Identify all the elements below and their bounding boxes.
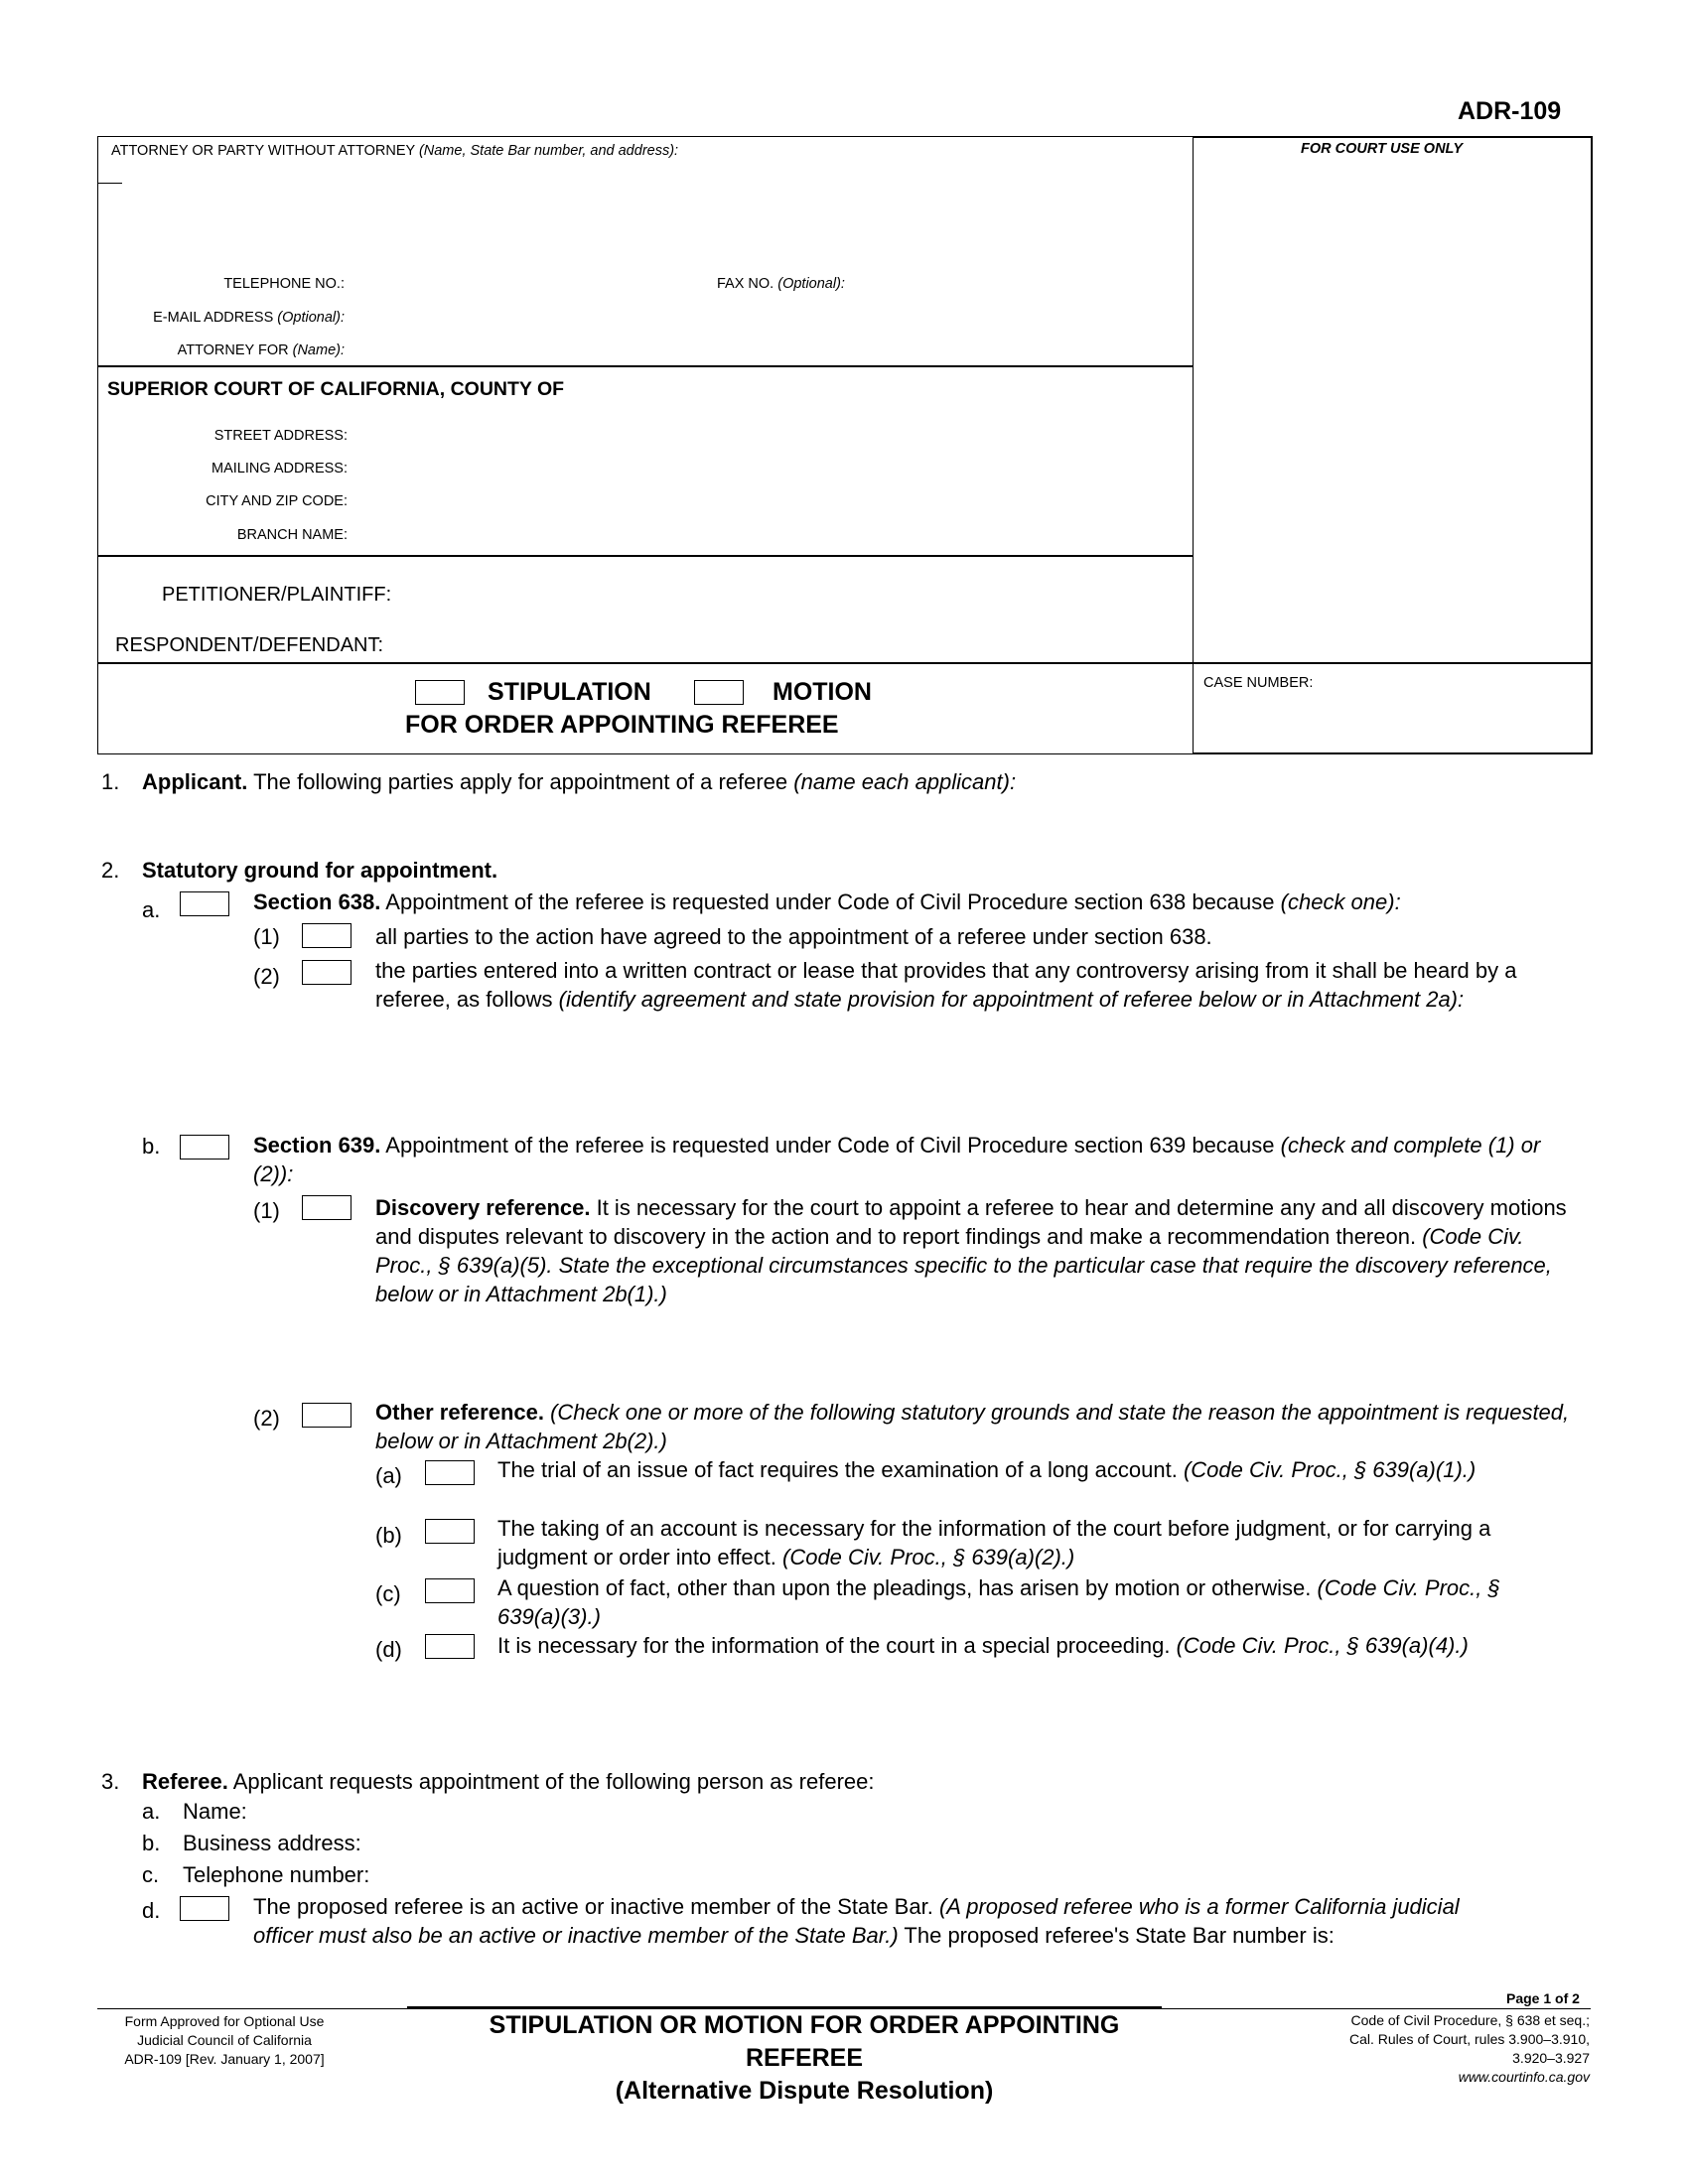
sub-c-letter: (c) [375,1581,401,1606]
branch-name-label: BRANCH NAME: [236,527,348,543]
court-use-top [1193,136,1592,138]
attorney-for-label: ATTORNEY FOR (Name): [177,342,345,358]
item3d-letter: d. [142,1898,161,1923]
sub-d-letter: (d) [375,1637,402,1662]
court-use-bottom [1193,752,1592,754]
item1-text: Applicant. The following parties apply for appointment of a referee (name each applicant): [142,769,1017,794]
referee-name-label: Name: [183,1799,247,1824]
stipulation-checkbox[interactable] [415,680,465,705]
respondent-label: RESPONDENT/DEFENDANT: [115,634,384,656]
section-638-checkbox[interactable] [180,891,229,916]
email-label: E-MAIL ADDRESS (Optional): [153,310,345,326]
long-account-checkbox[interactable] [425,1460,475,1485]
sub-b-letter: (b) [375,1523,402,1548]
item3-text: Referee. Applicant requests appointment of the following person as referee: [142,1769,875,1794]
page-number: Page 1 of 2 [1506,1990,1580,2006]
long-account-text: The trial of an issue of fact requires the examination of a long account. (Code Civ. Proc., § 639(a)(1).) [497,1457,1477,1482]
item3a-letter: a. [142,1799,161,1824]
attorney-name-input[interactable] [98,183,122,184]
stipulation-label: STIPULATION [488,678,651,706]
item3b-letter: b. [142,1831,161,1855]
referee-address-label: Business address: [183,1831,361,1855]
item2-number: 2. [101,858,120,883]
special-proceeding-text: It is necessary for the information of the court in a special proceeding. (Code Civ. Proc., § 639(a)(4).) [497,1633,1469,1658]
item2b2-number: (2) [253,1406,280,1431]
sub-a-letter: (a) [375,1463,402,1488]
case-number-label: CASE NUMBER: [1203,675,1314,691]
question-of-fact-checkbox[interactable] [425,1578,475,1603]
item2b-letter: b. [142,1134,161,1159]
discovery-reference-text: Discovery reference. It is necessary for the court to appoint a referee to hear and determine any and all discovery motions and disputes relevant to discovery in the action and to report findings and make a recommendation thereon. (Code Civ. Proc., § 639(a)(5). State the exceptional circumstances specific to the particular case that require the discovery reference, below or in Attachment 2b(1).) [375,1195,1567,1306]
case-number-divider [1193,662,1592,664]
taking-account-checkbox[interactable] [425,1519,475,1544]
item2a-letter: a. [142,897,161,922]
item3c-letter: c. [142,1862,160,1887]
footer-right: Code of Civil Procedure, § 638 et seq.; Cal. Rules of Court, rules 3.900–3.910, 3.920–3.927 www.courtinfo.ca.gov [1348,2012,1590,2085]
fax-label: FAX NO. (Optional): [717,276,845,292]
item2a2-text: the parties entered into a written contract or lease that provides that any controversy arising from it shall be heard by a referee, as follows (identify agreement and state provision for appointment of referee below or in Attachment 2a): [375,958,1517,1012]
discovery-reference-checkbox[interactable] [302,1195,352,1220]
court-name: SUPERIOR COURT OF CALIFORNIA, COUNTY OF [107,378,565,400]
motion-checkbox[interactable] [694,680,744,705]
mailing-address-label: MAILING ADDRESS: [211,461,348,477]
referee-phone-label: Telephone number: [183,1862,370,1887]
state-bar-member-checkbox[interactable] [180,1896,229,1921]
court-divider [97,555,1194,557]
item2a1-text: all parties to the action have agreed to the appointment of a referee under section 638. [375,924,1212,949]
item2b1-number: (1) [253,1198,280,1223]
item2-title: Statutory ground for appointment. [142,858,498,883]
attorney-label: ATTORNEY OR PARTY WITHOUT ATTORNEY (Name, State Bar number, and address): [111,143,679,159]
attorney-divider [97,365,1194,367]
footer-title: STIPULATION OR MOTION FOR ORDER APPOINTING REFEREE (Alternative Dispute Resolution) [489,2011,1120,2105]
parties-divider [97,662,1194,664]
special-proceeding-checkbox[interactable] [425,1634,475,1659]
item1-number: 1. [101,769,120,794]
motion-label: MOTION [773,678,872,706]
form-title: FOR ORDER APPOINTING REFEREE [405,711,839,739]
petitioner-label: PETITIONER/PLAINTIFF: [162,584,392,606]
other-reference-text: Other reference. (Check one or more of the following statutory grounds and state the reason the appointment is requested, below or in Attachment 2b(2).) [375,1400,1570,1453]
court-use-label: FOR COURT USE ONLY [1301,141,1463,157]
state-bar-text: The proposed referee is an active or inactive member of the State Bar. (A proposed referee who is a former California judicial officer must also be an active or inactive member of the State Bar.) The proposed referee's State Bar number is: [253,1894,1460,1948]
section-639-checkbox[interactable] [180,1135,229,1160]
section-639-text: Section 639. Appointment of the referee is requested under Code of Civil Procedure section 639 because (check and complete (1) or (2)): [253,1133,1541,1186]
footer-left: Form Approved for Optional Use Judicial Council of California ADR-109 [Rev. January 1, 2007] [124,2013,325,2067]
taking-account-text: The taking of an account is necessary for the information of the court before judgment, or for carrying a judgment or order into effect. (Code Civ. Proc., § 639(a)(2).) [497,1516,1491,1570]
telephone-label: TELEPHONE NO.: [223,276,345,292]
item3-number: 3. [101,1769,120,1794]
city-zip-label: CITY AND ZIP CODE: [206,493,348,509]
form-number: ADR-109 [1458,97,1562,125]
section-638-text: Section 638. Appointment of the referee is requested under Code of Civil Procedure section 638 because (check one): [253,889,1401,914]
other-reference-checkbox[interactable] [302,1403,352,1428]
item2a2-checkbox[interactable] [302,960,352,985]
street-address-label: STREET ADDRESS: [213,428,348,444]
item2a1-number: (1) [253,924,280,949]
item2a2-number: (2) [253,964,280,989]
item2a1-checkbox[interactable] [302,923,352,948]
question-of-fact-text: A question of fact, other than upon the pleadings, has arisen by motion or otherwise. (Code Civ. Proc., § 639(a)(3).) [497,1575,1500,1629]
